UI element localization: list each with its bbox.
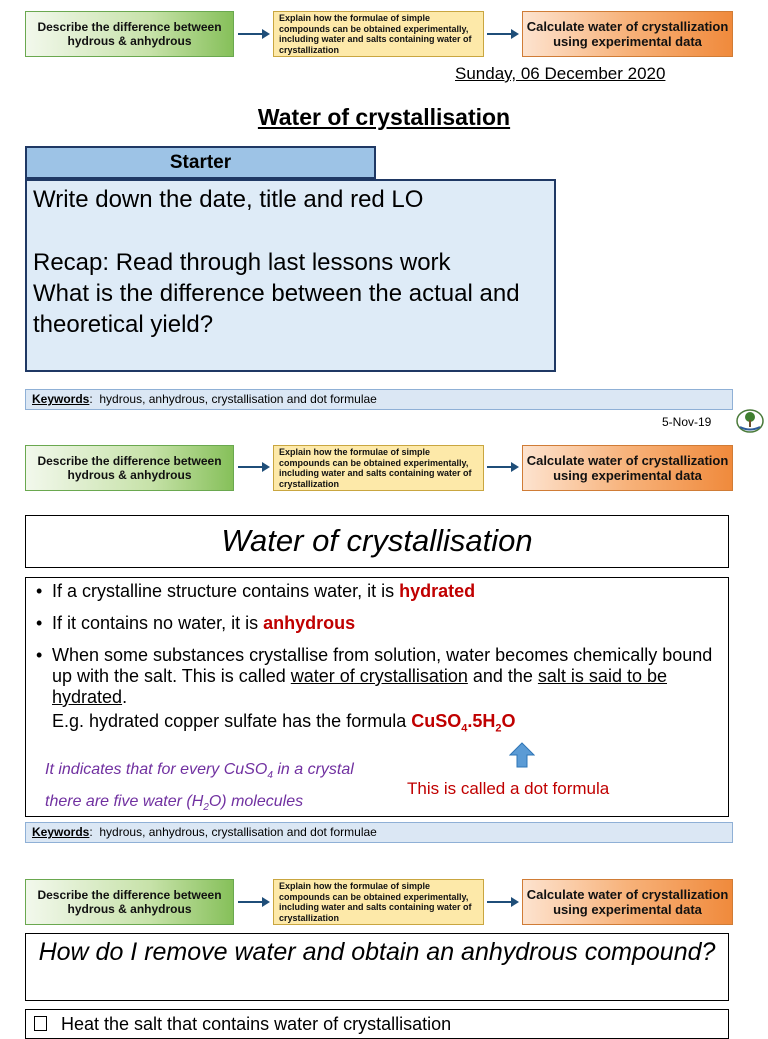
bullet-text: When some substances crystallise from solution, water becomes chemically bound up with the salt. This is called xyxy=(52,645,713,686)
note-text: It indicates that for every CuSO xyxy=(45,761,268,778)
lo-orange-box xyxy=(522,879,733,925)
arrow-right-icon xyxy=(238,896,270,908)
arrow-up-icon xyxy=(509,742,535,768)
arrow-right-icon xyxy=(238,28,270,40)
keywords-text: hydrous, anhydrous, crystallisation and dot formulae xyxy=(99,825,377,839)
slide2-title: Water of crystallisation xyxy=(25,515,729,568)
lo-green-box xyxy=(25,445,234,491)
bullet-hydrated xyxy=(30,581,724,602)
dot-formula xyxy=(411,711,516,735)
bullet-text: and the xyxy=(467,666,538,686)
term-salt-hydrated: salt is said to be hydrated xyxy=(52,666,667,707)
note-sub: 2 xyxy=(203,802,209,814)
lo-orange-text: Calculate water of crystallization using experimental data xyxy=(526,453,729,483)
formula-part: .5H xyxy=(467,711,496,731)
note-text: in a crystal xyxy=(272,761,354,778)
example-line xyxy=(30,711,724,740)
arrow-right-icon xyxy=(487,896,519,908)
bullet-anhydrous xyxy=(30,613,724,634)
bullet-text: If it contains no water, it is xyxy=(52,613,264,633)
lo-yellow-text: Explain how the formulae of simple compounds can be obtained experimentally, including water and salts containing water of crystallization xyxy=(279,447,472,489)
formula-part: O xyxy=(501,711,516,731)
keywords-bar: Keywords: hydrous, anhydrous, crystallisation and dot formulae xyxy=(25,822,733,843)
lo-green-text: Describe the difference between hydrous & anhydrous xyxy=(37,20,222,48)
starter-box xyxy=(25,179,556,372)
bullet-water-of-crystallisation xyxy=(30,645,724,708)
keywords-label: Keywords xyxy=(32,392,90,406)
example-text: E.g. hydrated copper sulfate has the formula xyxy=(52,711,412,731)
dot-formula-explanation xyxy=(45,757,354,821)
term-water-of-crystallisation: water of crystallisation xyxy=(290,666,468,686)
keywords-label: Keywords xyxy=(32,825,90,839)
lo-green-text: Describe the difference between hydrous & anhydrous xyxy=(37,454,222,482)
page-title: Water of crystallisation xyxy=(257,104,511,130)
lo-orange-text: Calculate water of crystallization using experimental data xyxy=(526,19,729,49)
arrow-right-icon xyxy=(487,28,519,40)
note-sub: 4 xyxy=(267,770,273,782)
lo-orange-text: Calculate water of crystallization using experimental data xyxy=(526,887,729,917)
formula-part: CuSO xyxy=(411,711,462,731)
term-hydrated: hydrated xyxy=(399,581,476,601)
step-1-text: Heat the salt that contains water of crystallisation xyxy=(61,1014,452,1034)
starter-line-2: Recap: Read through last lessons work xyxy=(33,249,451,276)
dot-formula-note: This is called a dot formula xyxy=(407,779,610,798)
slide-date: Sunday, 06 December 2020 xyxy=(455,64,666,83)
lo-yellow-box xyxy=(273,11,484,57)
lo-yellow-text: Explain how the formulae of simple compounds can be obtained experimentally, including water and salts containing water of crystallization xyxy=(279,13,472,55)
school-crest-icon xyxy=(735,407,765,435)
bullet-text: . xyxy=(122,687,128,707)
keywords-text: hydrous, anhydrous, crystallisation and dot formulae xyxy=(99,392,377,406)
lo-yellow-box xyxy=(273,445,484,491)
lo-yellow-text: Explain how the formulae of simple compounds can be obtained experimentally, including water and salts containing water of crystallization xyxy=(279,881,472,923)
slide3-title: How do I remove water and obtain an anhydrous compound? xyxy=(25,933,729,1001)
bullet-text: If a crystalline structure contains water, it is xyxy=(52,581,400,601)
keywords-bar: Keywords: hydrous, anhydrous, crystallisation and dot formulae xyxy=(25,389,733,410)
formula-sub: 4 xyxy=(461,722,468,735)
arrow-right-icon xyxy=(487,461,519,473)
lo-orange-box xyxy=(522,11,733,57)
slide-date-small: 5-Nov-19 xyxy=(662,415,712,429)
lo-yellow-box xyxy=(273,879,484,925)
lo-green-box xyxy=(25,879,234,925)
term-anhydrous: anhydrous xyxy=(263,613,356,633)
starter-line-3: What is the difference between the actual and theoretical yield? xyxy=(33,280,520,338)
starter-line-1: Write down the date, title and red LO xyxy=(33,186,424,213)
formula-sub: 2 xyxy=(495,722,502,735)
lo-green-text: Describe the difference between hydrous & anhydrous xyxy=(37,888,222,916)
steps-box xyxy=(25,1009,729,1039)
note-text: O) molecules xyxy=(208,793,304,811)
arrow-right-icon xyxy=(238,461,270,473)
lo-green-box xyxy=(25,11,234,57)
note-text: there are five water (H xyxy=(45,793,204,811)
starter-label: Starter xyxy=(25,146,376,179)
lo-orange-box xyxy=(522,445,733,491)
